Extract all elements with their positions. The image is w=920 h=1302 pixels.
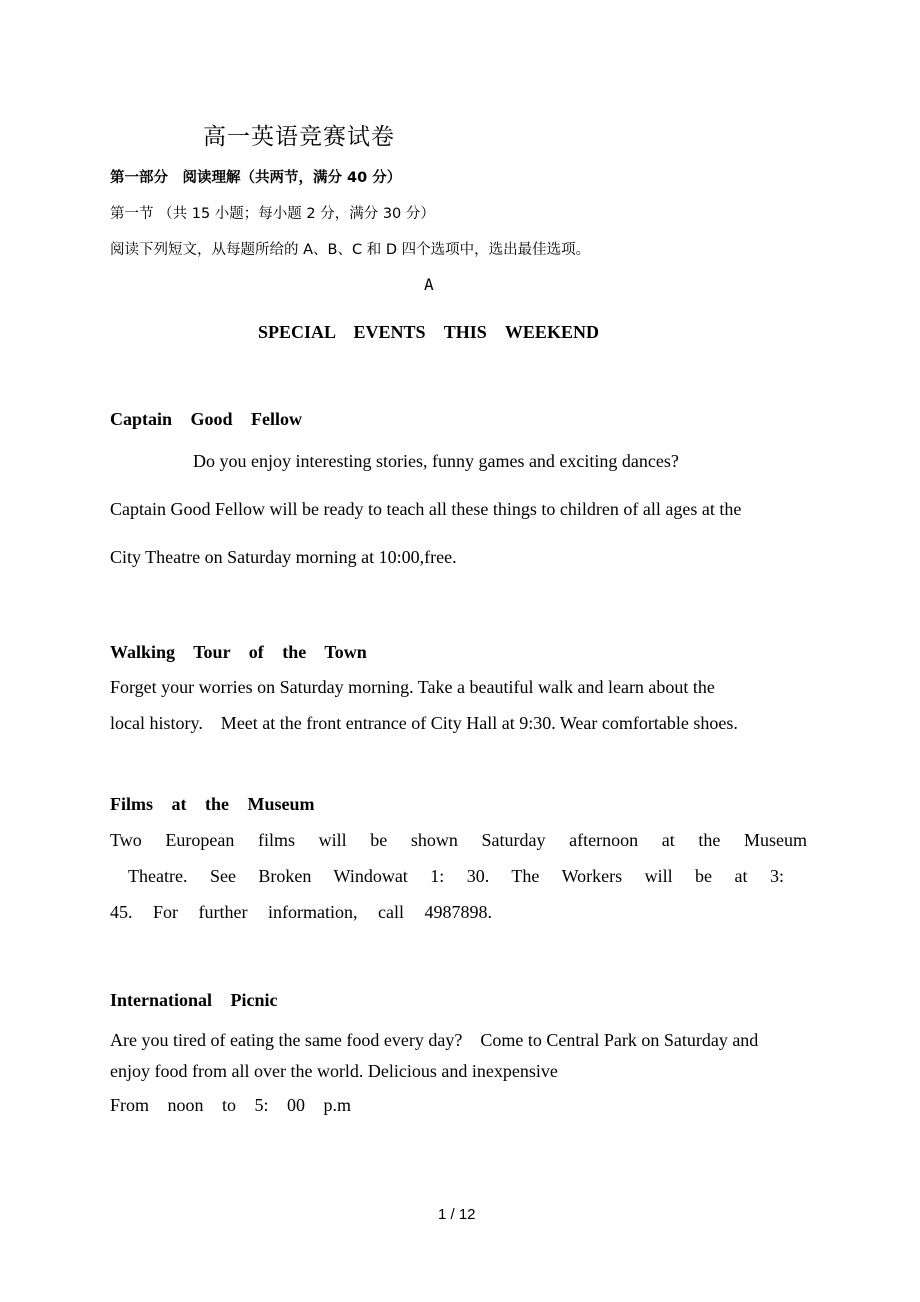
event-text-line: Captain Good Fellow will be ready to teach all these things to children of all ages at the bbox=[110, 499, 742, 519]
event-text-line: From noon to 5: 00 p.m bbox=[110, 1095, 352, 1115]
part-heading: 第一部分 阅读理解（共两节，满分 40 分） bbox=[110, 170, 402, 186]
event-text-line: 45. For further information, call 4987898. bbox=[110, 902, 492, 922]
instruction-text: 阅读下列短文，从每题所给的 A、B、C 和 D 四个选项中，选出最佳选项。 bbox=[110, 242, 591, 258]
event-text-line: Are you tired of eating the same food every day? Come to Central Park on Saturday and bbox=[110, 1030, 759, 1050]
event-text-line: local history. Meet at the front entrance of City Hall at 9:30. Wear comfortable shoes. bbox=[110, 713, 738, 733]
event-heading: Captain Good Fellow bbox=[110, 409, 303, 429]
passage-title: SPECIAL EVENTS THIS WEEKEND bbox=[258, 322, 599, 342]
exam-title: 高一英语竞赛试卷 bbox=[203, 124, 395, 150]
event-heading: Walking Tour of the Town bbox=[110, 642, 367, 662]
event-text-line: Theatre. See Broken Windowat 1: 30. The Workers will be at 3: bbox=[128, 866, 784, 886]
section-heading: 第一节 （共 15 小题；每小题 2 分，满分 30 分） bbox=[110, 206, 435, 222]
event-text-line: Forget your worries on Saturday morning. Take a beautiful walk and learn about the bbox=[110, 677, 715, 697]
passage-label: A bbox=[424, 275, 434, 294]
event-text-line: Two European films will be shown Saturday afternoon at the Museum bbox=[110, 830, 807, 850]
page-indicator: 1 / 12 bbox=[438, 1206, 476, 1223]
event-text-line: enjoy food from all over the world. Delicious and inexpensive bbox=[110, 1061, 558, 1081]
event-heading: International Picnic bbox=[110, 990, 278, 1010]
event-text-line: City Theatre on Saturday morning at 10:00,free. bbox=[110, 547, 457, 567]
event-heading: Films at the Museum bbox=[110, 794, 315, 814]
event-text-line: Do you enjoy interesting stories, funny games and exciting dances? bbox=[193, 451, 679, 471]
